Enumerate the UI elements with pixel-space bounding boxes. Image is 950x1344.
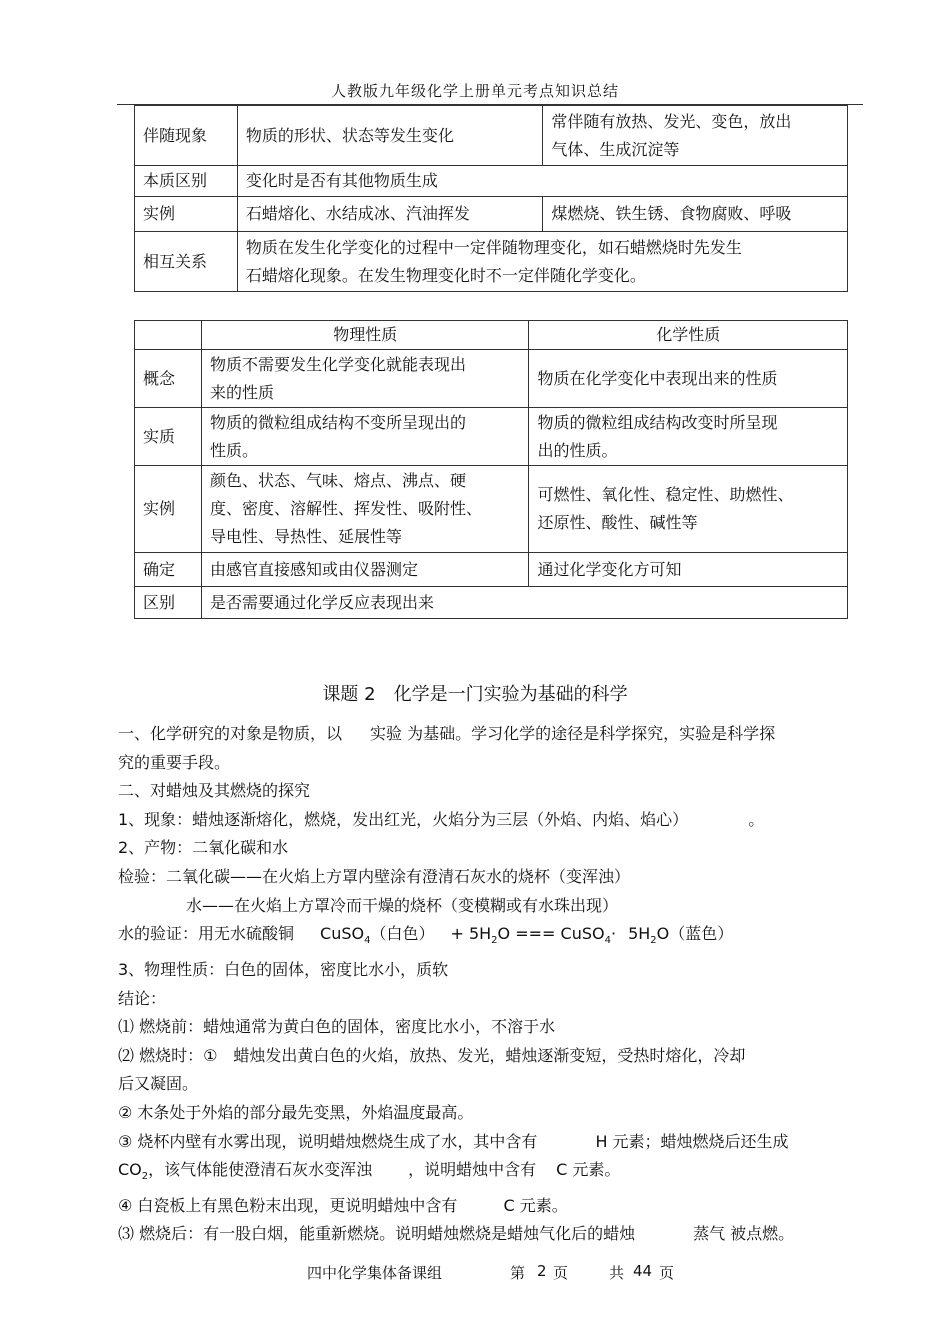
row-label: 相互关系 <box>135 232 238 292</box>
text-line <box>118 1156 848 1192</box>
text-span: 为基础。学习化学的途径是科学探究，实验是科学探 <box>407 724 776 743</box>
text-line: 3、物理性质：白色的固体，密度比水小，质软 <box>118 959 449 979</box>
property-comparison-table <box>134 320 848 619</box>
text-span: （白色） <box>370 924 435 944</box>
subscript: 4 <box>364 935 371 947</box>
table-cell: 由感官直接感知或由仪器测定 <box>201 553 529 587</box>
cell-line: 出的性质。 <box>537 440 618 460</box>
text-line <box>118 1128 848 1157</box>
text-span: H 元素；蜡烛燃烧后还生成 <box>595 1131 789 1151</box>
text-span: 一、化学研究的对象是物质，以 <box>118 724 343 743</box>
cell-line: 物质的微粒组成结构不变所呈现出的 <box>209 412 466 432</box>
text-span: C 元素。 <box>556 1160 621 1180</box>
text-span: ，说明蜡烛中含有 <box>408 1160 537 1180</box>
table-cell: 物质在化学变化中表现出来的性质 <box>529 350 848 408</box>
text-span: O（蓝色） <box>656 924 734 944</box>
header-cell: 化学性质 <box>529 321 848 350</box>
table-row <box>135 197 848 232</box>
cell-line: 石蜡熔化现象。在发生物理变化时不一定伴随化学变化。 <box>245 265 646 285</box>
text-span: 水的验证：用无水硫酸铜 <box>118 924 295 944</box>
table-row <box>135 587 848 619</box>
text-line: ⑵ 燃烧时：① 蜡烛发出黄白色的火焰，放热、发光，蜡烛逐渐变短，受热时熔化，冷却 <box>118 1045 746 1065</box>
subscript: 4 <box>604 935 611 947</box>
text-span: CO <box>118 1160 142 1180</box>
text-line: 水——在火焰上方罩冷而干燥的烧杯（变模糊或有水珠出现） <box>186 895 619 915</box>
table-cell <box>237 232 847 292</box>
subscript: 2 <box>141 1171 149 1183</box>
row-label: 确定 <box>135 553 202 587</box>
cell-line: 颜色、状态、气味、熔点、沸点、硬 <box>209 471 466 490</box>
text-line: 究的重要手段。 <box>118 752 231 772</box>
text-span: 1、现象：蜡烛逐渐熔化，燃烧，发出红光，火焰分为三层（外焰、内焰、焰心） <box>118 809 689 829</box>
cell-line: 气体、生成沉淀等 <box>551 139 680 159</box>
text-line: 2、产物：二氧化碳和水 <box>118 838 289 858</box>
cell-line: 物质在发生化学变化的过程中一定伴随物理变化，如石蜡燃烧时先发生 <box>245 237 742 257</box>
text-span: + 5H <box>450 924 492 944</box>
header-cell-empty <box>135 321 202 350</box>
text-span: ，该气体能使澄清石灰水变浑浊 <box>148 1160 373 1180</box>
text-line <box>118 1192 848 1221</box>
text-line <box>118 1220 848 1249</box>
footer-total-suffix: 页 <box>659 1264 675 1282</box>
change-comparison-table <box>134 105 848 292</box>
cell-line: 还原性、酸性、碱性等 <box>537 513 698 532</box>
text-line: 结论： <box>118 988 167 1008</box>
row-label: 实例 <box>135 466 202 553</box>
row-label: 实例 <box>135 197 238 232</box>
table-cell <box>201 350 529 408</box>
footer-total-number: 44 <box>633 1262 653 1280</box>
cell-line: 性质。 <box>209 440 258 460</box>
table-cell <box>201 408 529 466</box>
row-label: 区别 <box>135 587 202 619</box>
table-cell: 煤燃烧、铁生锈、食物腐败、呼吸 <box>543 197 848 232</box>
text-span: C 元素。 <box>503 1195 568 1215</box>
table-cell <box>201 466 529 553</box>
table-cell: 是否需要通过化学反应表现出来 <box>201 587 847 619</box>
cell-line: 物质的微粒组成结构改变时所呈现 <box>537 412 778 432</box>
text-span: ④ 白瓷板上有黑色粉末出现，更说明蜡烛中含有 <box>118 1195 458 1215</box>
cell-line: 可燃性、氧化性、稳定性、助燃性、 <box>537 485 794 504</box>
table-row <box>135 166 848 197</box>
section-title: 课题 2 化学是一门实验为基础的科学 <box>322 684 628 705</box>
text-span: · <box>610 924 617 944</box>
table-row <box>135 232 848 292</box>
table-row <box>135 553 848 587</box>
footer-page-number: 2 <box>537 1262 547 1280</box>
table-header-row <box>135 321 848 350</box>
table-row <box>135 466 848 553</box>
text-span: CuSO <box>320 924 365 944</box>
text-span: ③ 烧杯内壁有水雾出现，说明蜡烛燃烧生成了水，其中含有 <box>118 1131 538 1151</box>
table-row <box>135 408 848 466</box>
cell-line: 导电性、导热性、延展性等 <box>209 527 402 546</box>
table-cell <box>529 466 848 553</box>
row-label: 实质 <box>135 408 202 466</box>
text-line <box>118 806 848 835</box>
text-line: 二、对蜡烛及其燃烧的探究 <box>118 781 311 801</box>
footer-page-suffix: 页 <box>553 1264 569 1282</box>
footer-total-prefix: 共 <box>609 1264 625 1282</box>
row-label: 本质区别 <box>135 166 238 197</box>
cell-line: 常伴随有放热、发光、变色，放出 <box>551 111 792 131</box>
text-line: ② 木条处于外焰的部分最先变黑，外焰温度最高。 <box>118 1102 474 1122</box>
text-line <box>118 920 848 956</box>
text-line: ⑴ 燃烧前：蜡烛通常为黄白色的固体，密度比水小，不溶于水 <box>118 1017 556 1037</box>
cell-line: 度、密度、溶解性、挥发性、吸附性、 <box>209 499 482 518</box>
text-span: 。 <box>748 809 765 829</box>
footer-group: 四中化学集体备课组 <box>307 1264 443 1282</box>
row-label: 概念 <box>135 350 202 408</box>
text-line: 后又凝固。 <box>118 1074 199 1094</box>
text-span: 蒸气 被点燃。 <box>693 1224 795 1244</box>
table-cell: 通过化学变化方可知 <box>529 553 848 587</box>
table-cell: 物质的形状、状态等发生变化 <box>237 106 543 166</box>
text-span: O === CuSO <box>497 924 605 944</box>
table-cell: 石蜡熔化、水结成冰、汽油挥发 <box>237 197 543 232</box>
body-text <box>118 720 848 1249</box>
table-row <box>135 106 848 166</box>
footer-page-prefix: 第 <box>510 1264 526 1282</box>
text-span: 实验 <box>370 724 403 743</box>
text-line: 检验：二氧化碳——在火焰上方罩内壁涂有澄清石灰水的烧杯（变浑浊） <box>118 866 631 886</box>
cell-line: 来的性质 <box>209 382 274 402</box>
header-cell: 物理性质 <box>201 321 529 350</box>
subscript: 2 <box>650 935 657 947</box>
row-label: 伴随现象 <box>135 106 238 166</box>
table-cell <box>543 106 848 166</box>
page-header-title: 人教版九年级化学上册单元考点知识总结 <box>330 82 619 100</box>
table-row <box>135 350 848 408</box>
subscript: 2 <box>491 935 498 947</box>
text-line <box>118 720 848 749</box>
text-span: 5H <box>628 924 651 944</box>
table-cell: 变化时是否有其他物质生成 <box>237 166 847 197</box>
text-span: ⑶ 燃烧后：有一股白烟，能重新燃烧。说明蜡烛燃烧是蜡烛气化后的蜡烛 <box>118 1224 636 1244</box>
cell-line: 物质不需要发生化学变化就能表现出 <box>209 354 466 374</box>
table-cell <box>529 408 848 466</box>
